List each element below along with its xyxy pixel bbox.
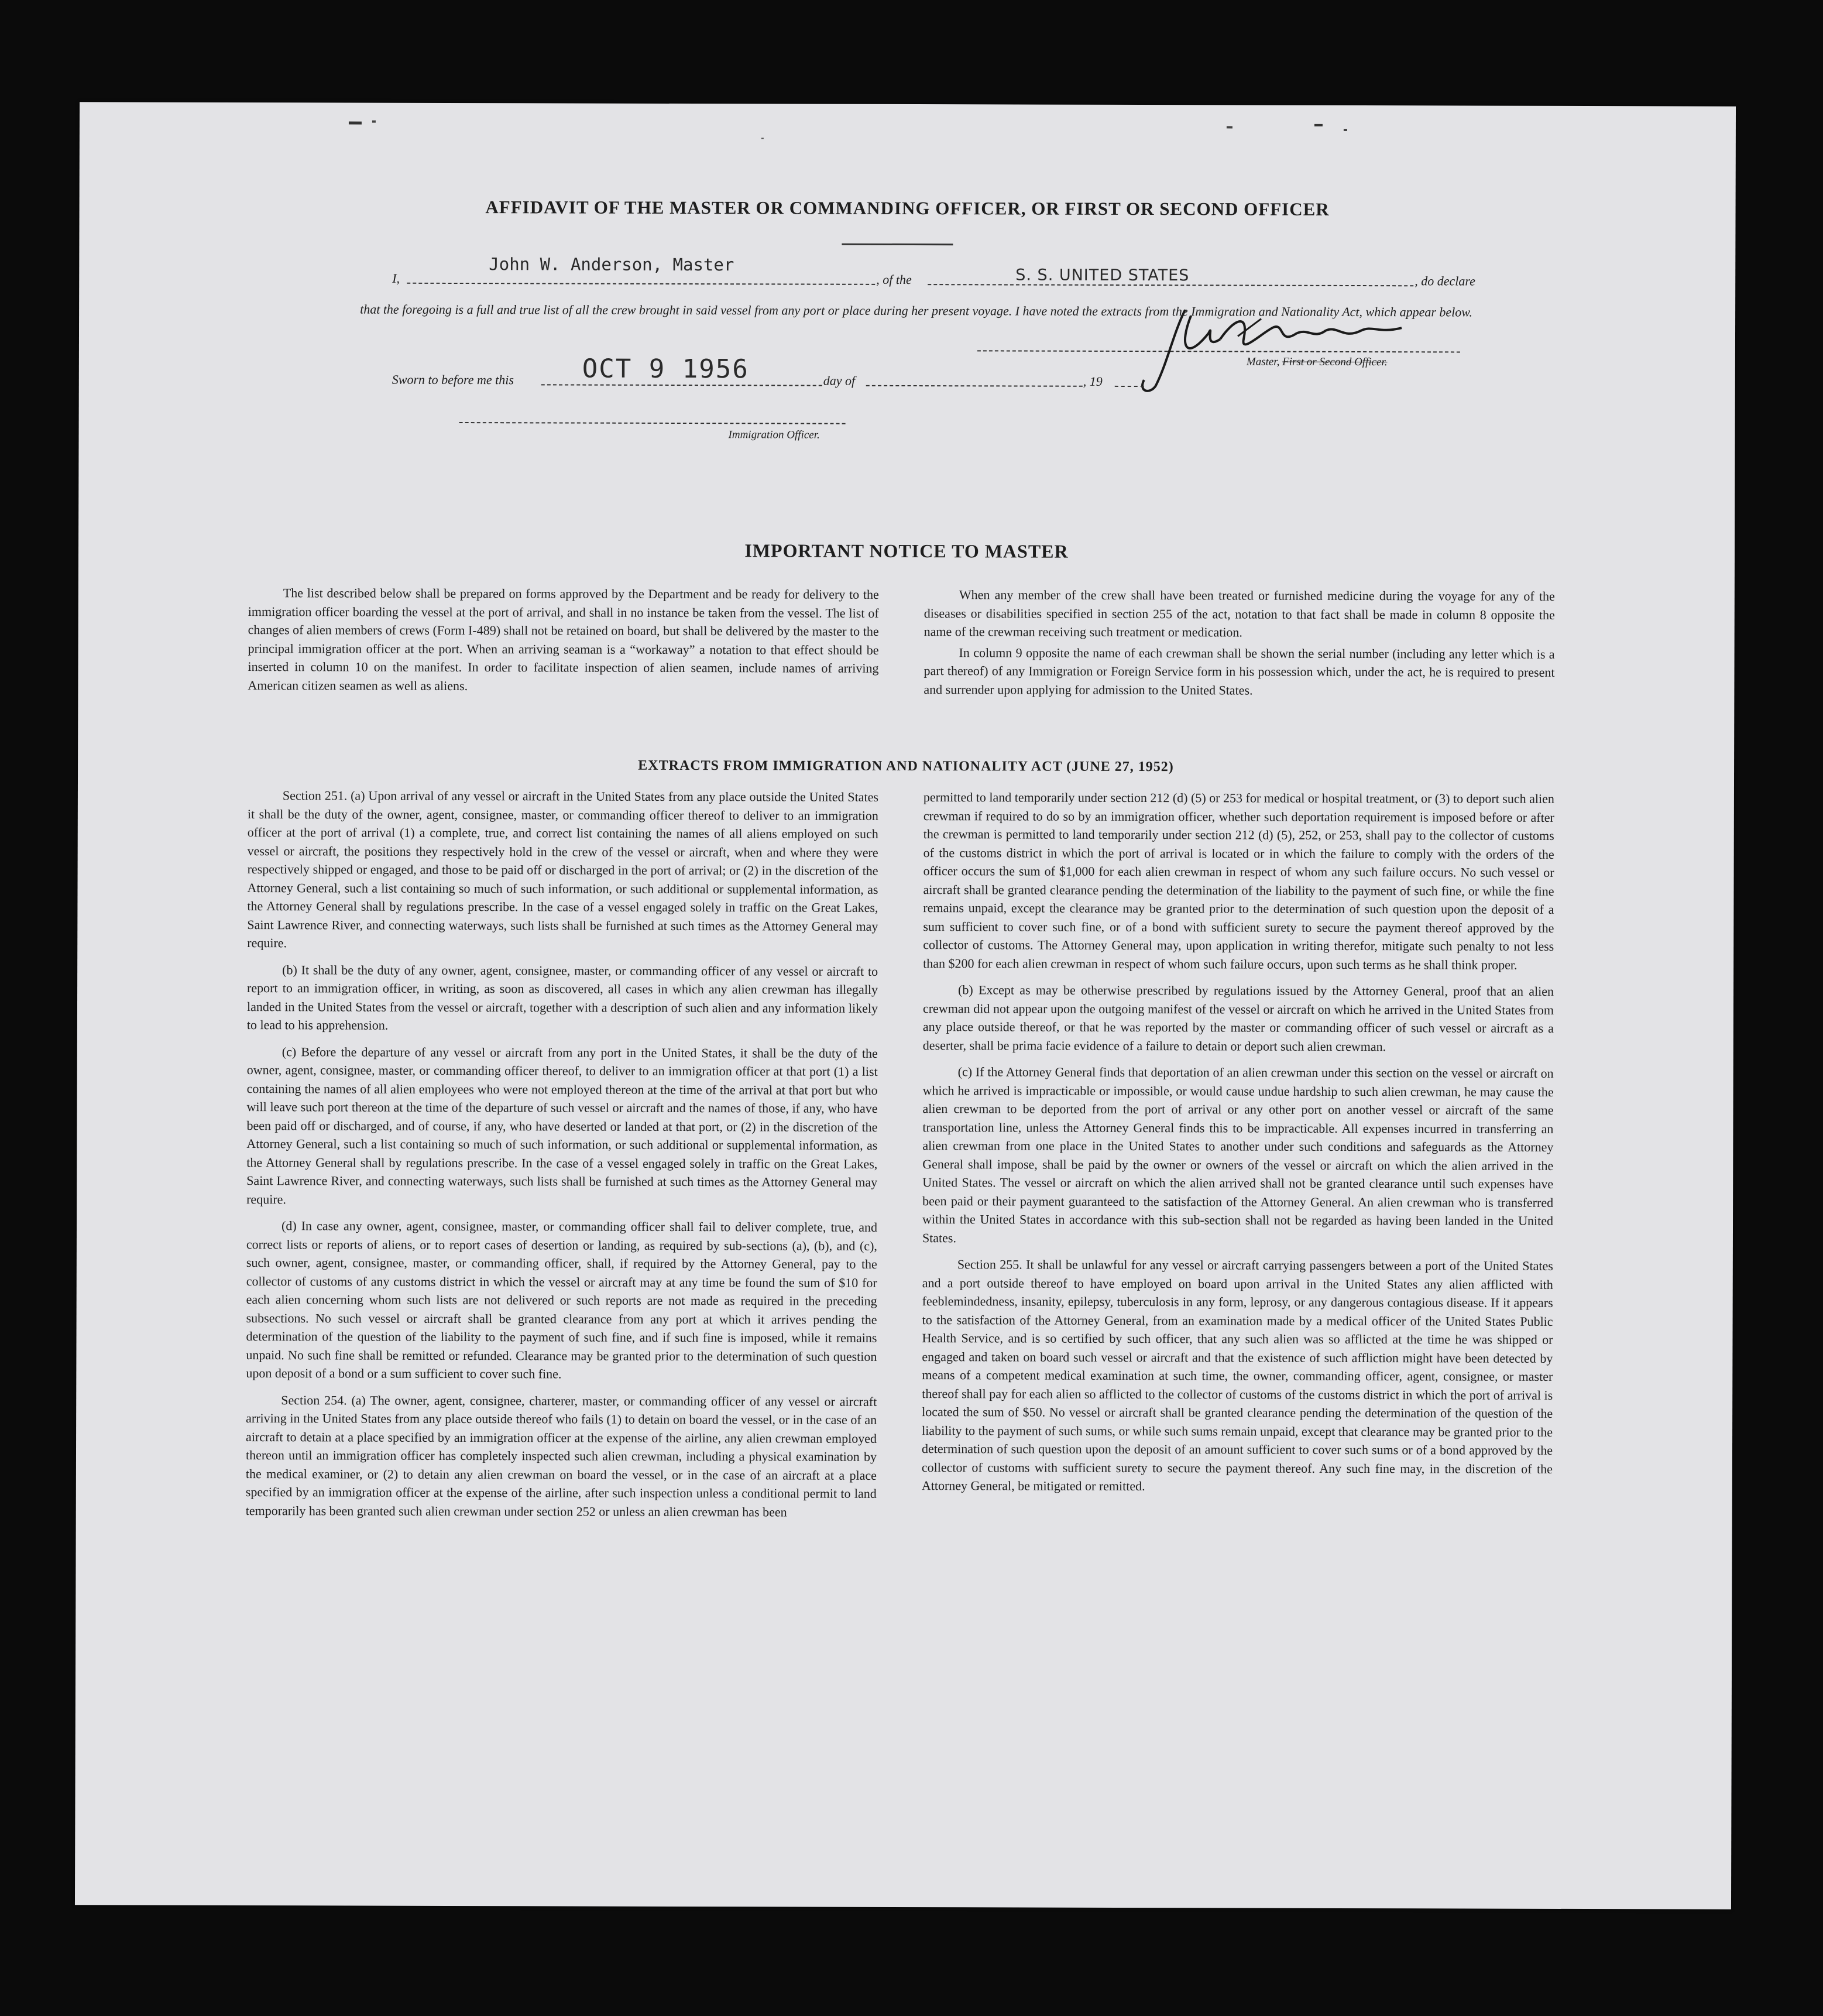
- notice-left-column: [248, 584, 879, 698]
- affidavit-statement: that the foregoing is a full and true list of all the crew brought in said vessel from any port or place during her present voyage. I have noted the extracts from the Immigration and Nationality Act, which appear below.: [360, 301, 1472, 320]
- master-caption-label: Master,: [1246, 355, 1280, 368]
- master-caption: [1247, 356, 1388, 369]
- title-underline: [842, 244, 953, 245]
- do-declare-label: , do declare: [1415, 273, 1475, 289]
- year-line: [1115, 386, 1144, 387]
- section-251-a: Section 251. (a) Upon arrival of any vessel or aircraft in the United States from any place outside the United States it shall be the duty of the owner, agent, consignee, master, or commanding officer thereof to deliver to an immigration officer at the port of arrival (1) a complete, true, and correct list containing the names of all aliens employed on such vessel or aircraft, the positions they respectively hold in the crew of the vessel or aircraft, when and where they were respectively shipped or engaged, and those to be paid off or discharged in the port of arrival; or (2) in the discretion of the Attorney General, such a list containing so much of such information, or such additional or supplemental information, as the Attorney General shall by regulations prescribe. In the case of a vessel engaged solely in traffic on the Great Lakes, Saint Lawrence River, and connecting waterways, such lists shall be furnished at such times as the Attorney General may require.: [247, 788, 878, 951]
- of-the-label: , of the: [876, 272, 912, 287]
- section-251-d: (d) In case any owner, agent, consignee, master, or commanding officer shall fail to deliver complete, true, and correct lists or reports of aliens, or to report cases of desertion or landing, as required by sub-sections (a), (b), and (c), such owner, agent, consignee, master, or commanding officer, shall, if required by the Attorney General, pay to the collector of customs of any customs district in which the vessel or aircraft may at any time be found the sum of $10 for each alien concerning whom such lists are not delivered or such reports are not made as required in the preceding subsections. No such vessel or aircraft shall be granted clearance from any port at which it arrives pending the determination of the question of the liability to the payment of such fine, and if such fine is imposed, while it remains unpaid. No such fine shall be remitted or refunded. Clearance may be granted prior to the determination of such question upon deposit of a bond or a sum sufficient to cover such fine.: [246, 1218, 878, 1381]
- i-label: I,: [392, 270, 400, 286]
- year-label: , 19: [1083, 373, 1103, 389]
- notice-right-paragraph-2: In column 9 opposite the name of each crewman shall be shown the serial number (including any letter which is a part thereof) of any Immigration or Foreign Service form in his possession which, under the act, he is required to present and surrender upon applying for admission to the United States.: [923, 644, 1555, 698]
- notice-right-column: [923, 585, 1555, 702]
- notice-title: IMPORTANT NOTICE TO MASTER: [744, 540, 1069, 562]
- document-page: [75, 102, 1736, 1909]
- extracts-right-column: [922, 788, 1554, 1504]
- sworn-label: Sworn to before me this: [392, 372, 514, 388]
- section-254-b: (b) Except as may be otherwise prescribed by regulations issued by the Attorney General, proof that an alien crewman did not appear upon the outgoing manifest of the vessel or aircraft on which he arrived in the United States from any place outside thereof, or that he was reported by the master or commanding officer of such vessel or aircraft as a deserter, shall be prima facie evidence of a failure to detain or deport such alien crewman.: [922, 982, 1554, 1054]
- month-line: [866, 385, 1083, 387]
- sworn-day-line: [541, 384, 822, 386]
- name-line: [407, 283, 875, 285]
- master-name-typed: John W. Anderson, Master: [489, 254, 734, 275]
- notice-right-paragraph-1: When any member of the crew shall have been treated or furnished medicine during the voyage for any of the diseases or disabilities specified in section 255 of the act, notation to that fact shall be made in column 8 opposite the name of the crewman receiving such treatment or medication.: [923, 587, 1555, 640]
- section-251-c: (c) Before the departure of any vessel or aircraft from any port in the United States, it shall be the duty of the owner, agent, consignee, master, or commanding officer thereof, to deliver to an immigration officer at that port (1) a list containing the names of all alien employees who were not employed thereon at the time of the arrival at that port but who will leave such port thereon at the time of the departure of such vessel or aircraft and the names of those, if any, who have been paid off or discharged, and of course, if any, who have deserted or landed at that port, or (2) in the discretion of the Attorney General, such a list containing so much of such information, or such additional or supplemental information, as the Attorney General shall by regulations prescribe. In the case of a vessel engaged solely in traffic on the Great Lakes, Saint Lawrence River, and connecting waterways, such lists shall be furnished at such times as the Attorney General may require.: [246, 1044, 878, 1206]
- master-signature: [1097, 298, 1448, 399]
- struck-officer-label: First or Second Officer.: [1282, 355, 1388, 369]
- section-254-a: Section 254. (a) The owner, agent, consignee, charterer, master, or commanding officer of any vessel or aircraft arriving in the United States from any place outside thereof who fails (1) to detain on board the vessel, or in the case of an aircraft to detain at a place specified by an immigration officer at the expense of the airline, any alien crewman employed thereon until an immigration officer has completely inspected such alien crewman, including a physical examination by the medical examiner, or (2) to detain any alien crewman on board the vessel, or in the case of an aircraft at a place specified by an immigration officer at the expense of the airline, after such inspection unless a conditional permit to land temporarily has been granted such alien crewman under section 252 or unless an alien crewman has been: [245, 1392, 877, 1519]
- scan-specks: [80, 102, 1736, 141]
- section-254-c: (c) If the Attorney General finds that deportation of an alien crewman under this section on the vessel or aircraft on which he arrived is impracticable or impossible, or would cause undue hardship to such alien crewman, he may cause the alien crewman to be deported from the port of arrival or any other port on another vessel or aircraft of the same transportation line, unless the Attorney General finds this to be impracticable. All expenses incurred in transferring an alien crewman from one place in the United States to another under such conditions and safeguards as the Attorney General shall impose, shall be paid by the owner or owners of the vessel or aircraft on which the alien arrived in the United States. The vessel or aircraft on which the alien arrived shall not be granted clearance until such expenses have been paid or their payment guaranteed to the satisfaction of the Attorney General. An alien crewman who is transferred within the United States in accordance with this sub-section shall not be regarded as having been landed in the United States.: [922, 1064, 1554, 1245]
- section-254-a-continued: permitted to land temporarily under section 212 (d) (5) or 253 for medical or hospital treatment, or (3) to deport such alien crewman if required to do so by an immigration officer, whether such deportation requirement is imposed before or after the crewman is permitted to land temporarily under section 212 (d) (5), 252, or 253, shall pay to the collector of customs of the customs district in which the port of arrival is located or in which the failure to comply with the orders of the officer occurs the sum of $1,000 for each alien crewman in respect of whom any such failure occurs. No such vessel or aircraft shall be granted clearance pending the determination of the liability to the payment of such fine, or while the fine remains unpaid, except the clearance may be granted prior to the determination of such question upon the deposit of a sum sufficient to cover such fine, or of a bond with sufficient surety to secure the payment thereof approved by the collector of customs. The Attorney General may, upon application in writing therefor, mitigate such penalty to not less than $200 for each alien crewman in respect of whom such failure occurs, upon such terms as he shall think proper.: [923, 790, 1554, 972]
- affidavit-title: AFFIDAVIT OF THE MASTER OR COMMANDING OFFICER, OR FIRST OR SECOND OFFICER: [485, 197, 1330, 220]
- vessel-name-typed: S. S. UNITED STATES: [1015, 266, 1190, 285]
- immigration-officer-caption: Immigration Officer.: [728, 428, 820, 441]
- section-255: Section 255. It shall be unlawful for any vessel or aircraft carrying passengers between a port of the United States and a port outside thereof to have employed on board upon arrival in the United States any alien afflicted with feeblemindedness, insanity, epilepsy, tuberculosis in any form, leprosy, or any dangerous contagious disease. If it appears to the satisfaction of the Attorney General, from an examination made by a medical officer of the United States Public Health Service, and is so certified by such officer, that any such alien was so afflicted at the time he was shipped or engaged and taken on board such vessel or aircraft and that the existence of such affliction might have been detected by means of a competent medical examination at such time, the owner, commanding officer, agent, consignee, or master thereof shall pay for each alien so afflicted to the collector of customs of the customs district in which the port of arrival is located the sum of $50. No vessel or aircraft shall be granted clearance pending the determination of the question of the liability to the payment of such sums, or while such sums remain unpaid, except that clearance may be granted prior to the determination of such question upon the deposit of an amount sufficient to cover such sums or of a bond approved by the collector of customs with sufficient surety to secure the payment thereof. Any such fine may, in the discretion of the Attorney General, be mitigated or remitted.: [921, 1257, 1553, 1494]
- date-stamp: OCT 9 1956: [582, 354, 749, 385]
- notice-left-paragraph: The list described below shall be prepared on forms approved by the Department and be ready for delivery to the immigration officer boarding the vessel at the port of arrival, and shall in no instance be taken from the vessel. The list of changes of alien members of crews (Form I-489) shall not be retained on board, but shall be delivered by the master to the principal immigration officer at the port. When an arriving seaman is a “workaway” a notation to that effect should be inserted in column 10 on the manifest. In order to facilitate inspection of alien seamen, include names of arriving American citizen seamen as well as aliens.: [248, 585, 879, 693]
- immigration-officer-line: [459, 422, 846, 424]
- extracts-title: EXTRACTS FROM IMMIGRATION AND NATIONALITY ACT (JUNE 27, 1952): [638, 757, 1174, 775]
- section-251-b: (b) It shall be the duty of any owner, agent, consignee, master, or commanding officer of any vessel or aircraft to report to an immigration officer, in writing, as soon as discovered, all cases in which any alien crewman has illegally landed in the United States from the vessel or aircraft, together with a description of such alien and any information likely to lead to his apprehension.: [246, 962, 878, 1033]
- extracts-left-column: [246, 786, 878, 1530]
- day-of-label: day of: [823, 373, 856, 388]
